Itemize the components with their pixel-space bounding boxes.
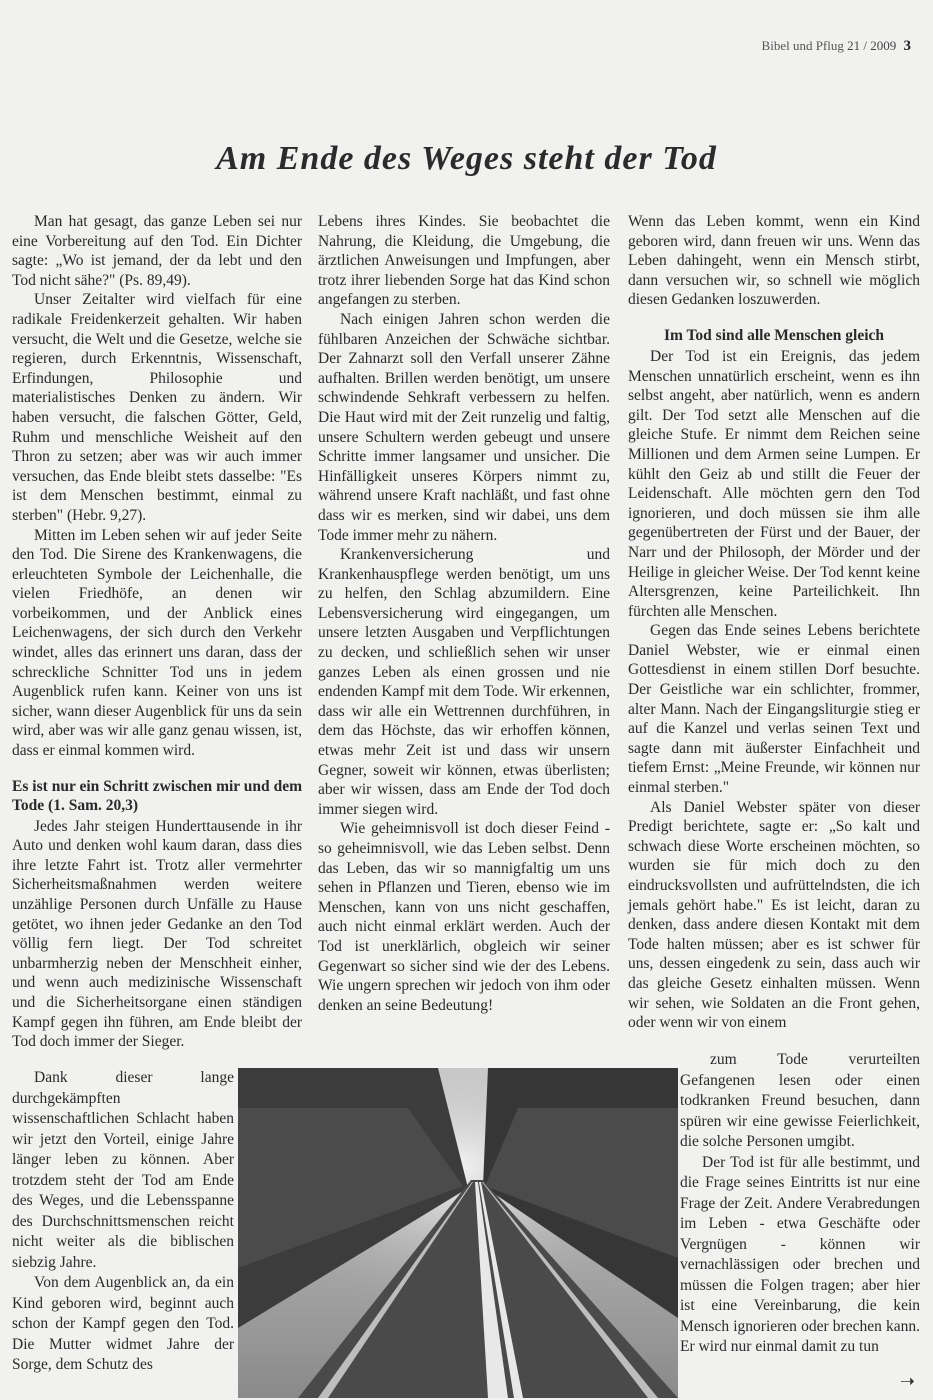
road-photo-illustration [238, 1068, 678, 1398]
paragraph: Jedes Jahr steigen Hunderttausende in ihr Auto und denken wohl kaum daran, dass dies ihre letzte Fahrt ist. Trotz aller vermehrter Sicherheitsmaßnahmen werden weitere unzählige Personen durch Unfälle zu Hause getötet, wo ihnen jeder Gedanke an den Tod völlig fern liegt. Der Tod schreitet unbarmherzig neben der Menschheit einher, und wenn auch medizinische Wissenschaft und die Sicherheitsorgane einen ständigen Kampf gegen ihn führen, am Ende bleibt der Tod doch immer der Sieger. [12, 817, 302, 1051]
paragraph: Dank dieser lange durchgekämpften wissenschaftlichen Schlacht haben wir jetzt den Vorteil, einige Jahre länger leben zu können. Aber trotzdem steht der Tod am Ende des Weges, und die Lebensspanne des Durchschnittsmenschen reicht nicht weiter als die biblischen siebzig Jahre. [12, 1069, 234, 1271]
paragraph: Von dem Augenblick an, da ein Kind geboren wird, beginnt auch schon der Kampf gegen den Tod. Die Mutter widmet Jahre der Sorge, dem Schutz des [12, 1274, 234, 1373]
paragraph: Lebens ihres Kindes. Sie beobachtet die Nahrung, die Kleidung, die Umgebung, die ärztlichen Anweisungen und Impfungen, aber trotz ihrer liebenden Sorge hat das Kind schon angefangen zu sterben. [318, 213, 610, 309]
paragraph: Krankenversicherung und Krankenhauspflege werden benötigt, um uns zu helfen, den Schlag abzumildern. Eine Lebensversicherung wird eingegangen, um unsere letzten Ausgaben und Verpflichtungen zu decken, und schließlich sehen wir unser ganzes Leben als einen grossen und nie endenden Kampf mit dem Tode. Wir erkennen, dass wir alle ein Wettrennen durchführen, in dem das Höchste, das wir erhoffen können, etwas mehr Zeit ist und dass wir unsern Gegner, soweit wir können, etwas überlisten; aber wir wissen, dass am Ende der Tod doch immer siegen wird. [318, 546, 610, 818]
paragraph: Gegen das Ende seines Lebens berichtete Daniel Webster, wie er einmal einen Gottesdienst in einem stillen Dorf besuchte. Der Geistliche war ein schlichter, frommer, alter Mann. Nach der Eingangsliturgie stieg er auf die Kanzel und verlas seinen Text und sagte dann mit äußerster Einfachheit und tiefem Ernst: „Meine Freunde, wir können nur einmal sterben." [628, 622, 920, 797]
paragraph: Als Daniel Webster später von dieser Predigt berichtete, sagte er: „So kalt und schwach diese Worte erscheinen möchten, so wurden sie für mich doch zu den eindrucksvollsten und aufrüttelndsten, die ich jemals gehört habe." Es ist leicht, daran zu denken, dass andere diesen Kontakt mit dem Tode halten müssen; aber es ist schwer für uns, dessen eingedenk zu sein, dass auch wir das gleiche Gesetz einhalten müssen. Wenn wir sehen, wie Soldaten an die Front gehen, oder wenn wir von einem [628, 798, 920, 1032]
article-title: Am Ende des Weges steht der Tod [216, 140, 717, 177]
publication-name: Bibel und Pflug [761, 38, 844, 53]
paragraph: Mitten im Leben sehen wir auf jeder Seite den Tod. Die Sirene des Krankenwagens, die erleuchteten Symbole der Leichenhalle, die vielen Friedhöfe, an denen wir vorbeikommen, und der Anblick eines Leichenwagens, der sich durch den Verkehr windet, alles das erinnert uns daran, dass der schreckliche Schnitter Tod uns in jedem Augenblick rufen kann. Keiner von uns ist sicher, wann dieser Augenblick für uns da sein wird, aber was wir alle ganz genau wissen, ist, dass er einmal kommen wird. [12, 526, 302, 760]
column-1-continued [12, 1068, 234, 1376]
paragraph: Der Tod ist ein Ereignis, das jedem Menschen unnatürlich erscheint, wenn es ihn selbst angeht, aber natürlich, wenn es andern gilt. Der Tod setzt alle Menschen auf die gleiche Stufe. Er nimmt dem Reichen seine Millionen und dem Armen seine Lumpen. Er kühlt den Geiz ab und stillt die Feuer der Leidenschaft. Alle möchten gern den Tod ignorieren, und doch müssen sie ihm alle gegenübertreten der Fürst und der Bauer, der Narr und der Philosoph, der Mörder und der Heilige in gleicher Weise. Der Tod kennt keine Altersgrenzen, keine Parteilichkeit. Ihn fürchten alle Menschen. [628, 347, 920, 620]
section-heading: Es ist nur ein Schritt zwischen mir und dem Tode (1. Sam. 20,3) [12, 777, 302, 814]
paragraph: Man hat gesagt, das ganze Leben sei nur eine Vorbereitung auf den Tod. Ein Dichter sagte: „Wo ist jemand, der da lebt und den Tod nicht sähe?" (Ps. 89,49). [12, 213, 302, 289]
column-2 [318, 212, 610, 1015]
page-header [762, 38, 911, 55]
paragraph: zum Tode verurteilten Gefangenen lesen oder einen todkranken Freund besuchen, dann spüren wir eine gewisse Feierlichkeit, die solche Personen umgibt. [680, 1051, 920, 1150]
paragraph: Nach einigen Jahren schon werden die fühlbaren Anzeichen der Schwäche sichtbar. Der Zahnarzt soll den Verfall unserer Zähne aufhalten. Brillen werden benötigt, um unsere schwindende Sehkraft verbessern zu helfen. Die Haut wird mit der Zeit runzelig und faltig, unsere Schultern werden gebeugt und unsere Schritte immer langsamer und unsicher. Die Hinfälligkeit unseres Körpers nimmt zu, während unsere Kraft nachläßt, und fast ohne dass wir es merken, sind wir dabei, uns dem Tode immer mehr zu nähern. [318, 310, 610, 544]
road-photo [238, 1068, 678, 1398]
paragraph: Wie geheimnisvoll ist doch dieser Feind - so geheimnisvoll, wie das Leben selbst. Denn das Leben, das wir so mannigfaltig um uns sehen in Pflanzen und Tieren, ebenso wie im Menschen, kann von uns nicht geschaffen, auch nicht einmal erklärt werden. Auch der Tod ist unerklärlich, obgleich wir seiner Gegenwart so sicher sind wie der des Lebens. Wie ungern sprechen wir jedoch von ihm oder denken an seine Bedeutung! [318, 820, 610, 1014]
issue-number: 21 / 2009 [847, 38, 897, 53]
paragraph: Der Tod ist für alle bestimmt, und die Frage seines Eintritts ist nur eine Frage der Zeit. Andere Verabredungen im Leben - etwa Geschäfte oder Vergnügen - können wir vernachlässigen oder brechen und müssen die Folgen tragen; aber hier ist eine Vereinbarung, die kein Mensch ignorieren oder brechen kann. Er wird nur einmal damit zu tun [680, 1153, 920, 1355]
section-heading: Im Tod sind alle Menschen gleich [663, 326, 885, 344]
paragraph: Unser Zeitalter wird vielfach für eine radikale Freidenkerzeit gehalten. Wir haben versucht, die Welt und die Gesetze, welche sie regieren, durch Erkenntnis, Wissenschaft, Erfindungen, Philosophie und materialistisches Denken zu ändern. Wir haben versucht, die falschen Götter, Geld, Ruhm und menschliche Weisheit auf den Thron zu setzen; aber was wir auch immer versuchen, das Ende bleibt stets dasselbe: "Es ist dem Menschen bestimmt, einmal zu sterben" (Hebr. 9,27). [12, 291, 302, 524]
column-3-continued [680, 1050, 920, 1358]
page-number: 3 [903, 38, 911, 54]
paragraph: Wenn das Leben kommt, wenn ein Kind geboren wird, dann freuen wir uns. Wenn das Leben dahingeht, wenn ein Mensch stirbt, dann versuchen wir, so schnell wie möglich diesen Gedanken loszuwerden. [628, 213, 920, 309]
column-1 [12, 212, 302, 1052]
column-3 [628, 212, 920, 1033]
continue-arrow-icon: ➝ [899, 1371, 915, 1391]
